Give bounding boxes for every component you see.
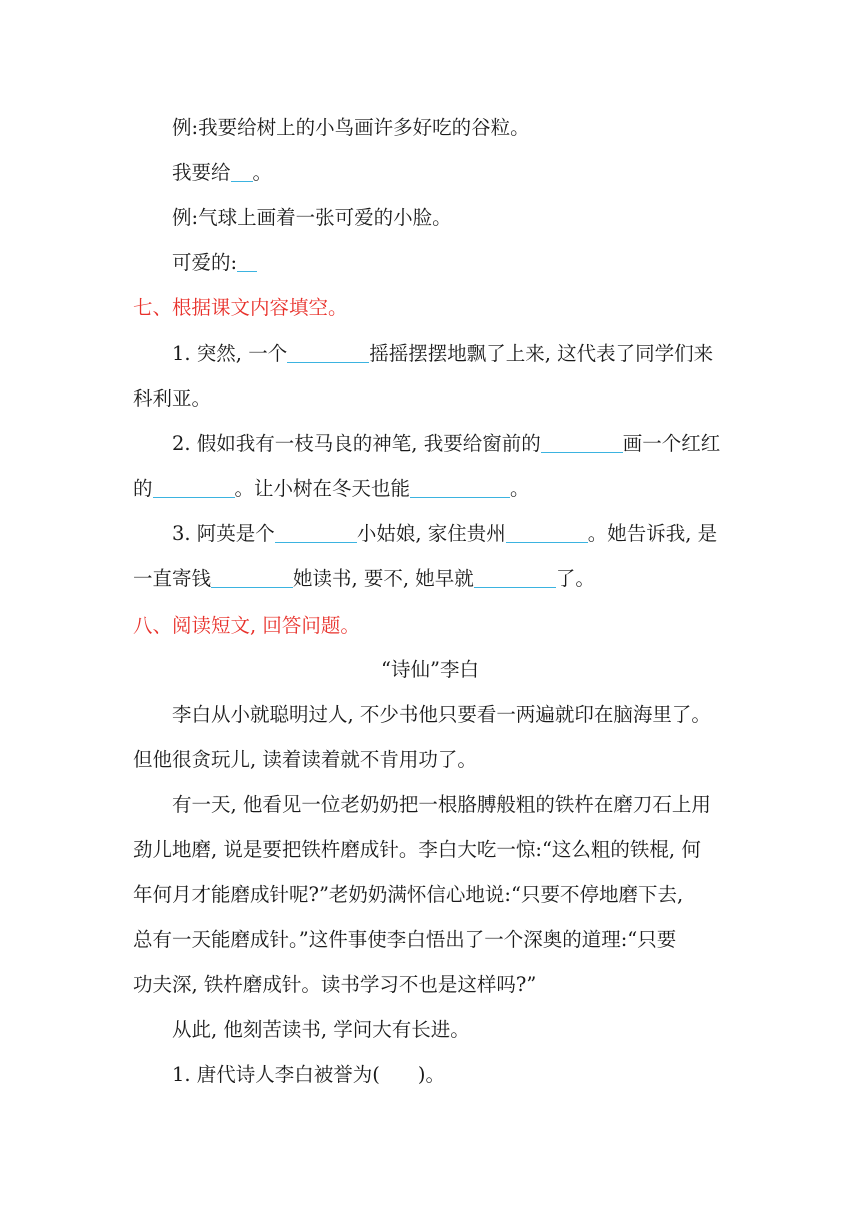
fill-item-1 <box>172 159 272 187</box>
s7-q2-text-b: 画一个红红 <box>622 432 721 455</box>
passage-p2-line2: 劲儿地磨, 说是要把铁杵磨成针。李白大吃一惊:“这么粗的铁棍, 何 <box>133 838 701 861</box>
s7-q2-text-d: 。让小树在冬天也能 <box>234 477 411 500</box>
section-7-heading: 七、根据课文内容填空。 <box>133 296 348 319</box>
fill-item-1-suffix: 。 <box>252 161 273 184</box>
answer-blank[interactable] <box>410 477 510 498</box>
s7-q3-text-d: 一直寄钱 <box>133 567 212 590</box>
answer-blank[interactable] <box>237 251 257 272</box>
answer-blank[interactable] <box>287 342 369 363</box>
fill-item-2 <box>172 249 257 277</box>
s7-q2-line2 <box>133 475 530 503</box>
answer-blank[interactable] <box>541 432 623 453</box>
s7-q1-line2: 科利亚。 <box>133 387 212 410</box>
passage-p3: 从此, 他刻苦读书, 学问大有长进。 <box>172 1018 470 1041</box>
s7-q2-line1 <box>172 430 720 458</box>
s7-q3-line1 <box>172 520 717 548</box>
s7-q3-text-b: 小姑娘, 家住贵州 <box>356 522 506 545</box>
s7-q3-text-e: 她读书, 要不, 她早就 <box>293 567 474 590</box>
s7-q1-text-b: 摇摇摆摆地飘了上来, 这代表了同学们来 <box>369 342 714 365</box>
s8-q1 <box>172 1061 445 1089</box>
s7-q2-text-c: 的 <box>133 477 153 500</box>
passage-p2-line3: 年何月才能磨成针呢?”老奶奶满怀信心地说:“只要不停地磨下去, <box>133 883 684 906</box>
section-8-heading: 八、阅读短文, 回答问题。 <box>133 614 360 637</box>
passage-p2-line1: 有一天, 他看见一位老奶奶把一根胳膊般粗的铁杵在磨刀石上用 <box>172 793 711 816</box>
fill-item-2-prefix: 可爱的: <box>172 251 238 274</box>
fill-item-1-prefix: 我要给 <box>172 161 231 184</box>
s7-q2-text-e: 。 <box>510 477 530 500</box>
s8-q1-text-a: 1. 唐代诗人李白被誉为( <box>172 1063 380 1086</box>
example-sentence-1: 例:我要给树上的小鸟画许多好吃的谷粒。 <box>172 116 530 139</box>
answer-blank[interactable] <box>275 522 357 543</box>
passage-p2-line5: 功夫深, 铁杵磨成针。读书学习不也是这样吗?” <box>133 973 537 996</box>
answer-blank[interactable] <box>153 477 235 498</box>
answer-blank[interactable] <box>231 161 253 182</box>
s7-q1-line1 <box>172 340 713 368</box>
s7-q2-text-a: 2. 假如我有一枝马良的神笔, 我要给窗前的 <box>172 432 541 455</box>
passage-p1-line1: 李白从小就聪明过人, 不少书他只要看一两遍就印在脑海里了。 <box>172 703 711 726</box>
s7-q1-text-a: 1. 突然, 一个 <box>172 342 288 365</box>
s7-q3-text-a: 3. 阿英是个 <box>172 522 275 545</box>
answer-blank[interactable] <box>474 567 556 588</box>
s7-q3-text-f: 了。 <box>555 567 595 590</box>
passage-p2-line4: 总有一天能磨成针。”这件事使李白悟出了一个深奥的道理:“只要 <box>133 928 677 951</box>
example-sentence-2: 例:气球上画着一张可爱的小脸。 <box>172 206 452 229</box>
passage-p1-line2: 但他很贪玩儿, 读着读着就不肯用功了。 <box>133 748 477 771</box>
passage-title: “诗仙”李白 <box>381 658 479 681</box>
answer-blank[interactable] <box>211 567 293 588</box>
s7-q3-text-c: 。她告诉我, 是 <box>587 522 718 545</box>
s8-q1-text-b: )。 <box>417 1063 446 1086</box>
s7-q3-line2 <box>133 565 595 593</box>
answer-blank[interactable] <box>506 522 588 543</box>
